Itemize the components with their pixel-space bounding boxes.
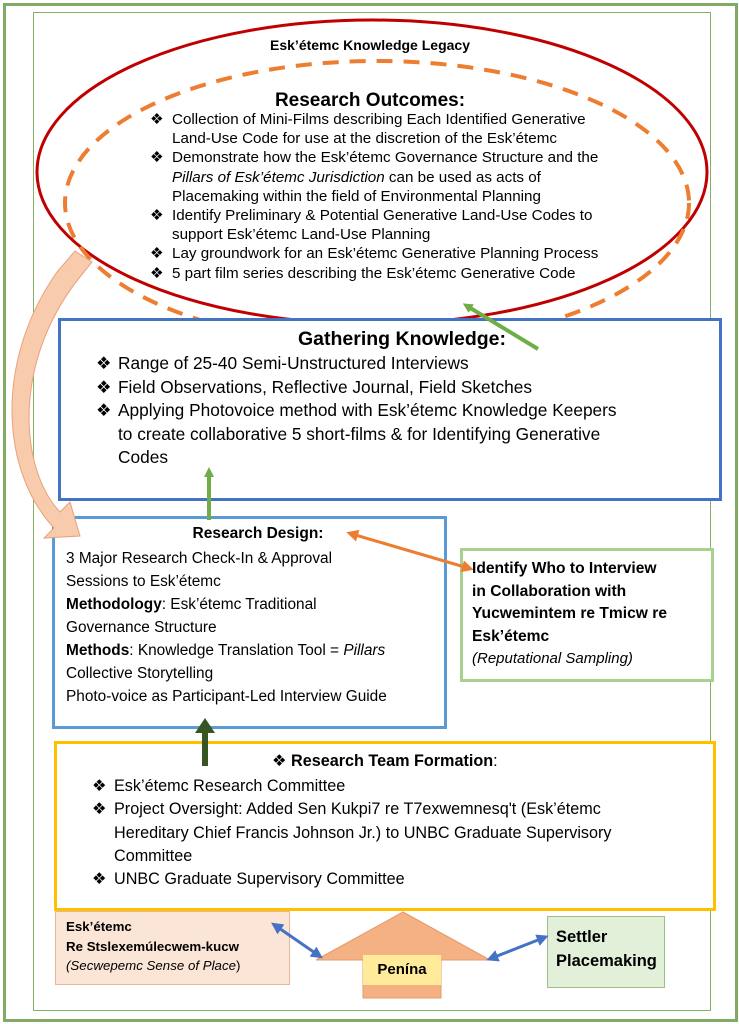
gathering-knowledge-title: Gathering Knowledge: — [297, 328, 506, 350]
research-outcomes-list — [150, 110, 640, 283]
diamond-bullet-icon: ❖ — [92, 777, 107, 795]
diamond-bullet-icon: ❖ — [272, 752, 292, 770]
identify-subtitle: (Reputational Sampling) — [472, 650, 633, 667]
research-design-body: 3 Major Research Check-In & Approval Sessions to Esk’étemc Methodology: Esk’étemc Traditional Governance Structure Methods: Knowledge Translation Tool = Pillars Collective Storytelling Photo-voice as Participant-Led Interview Guide — [66, 550, 387, 705]
curved-feedback-arrow — [12, 251, 92, 538]
legacy-title: Esk’étemc Knowledge Legacy — [270, 37, 470, 53]
list-item: ❖ Field Observations, Reflective Journal, Field Sketches — [96, 376, 716, 400]
sense-of-place-text: Esk’étemc Re Stslexemúlecwem-kucw (Secwepemc Sense of Place) — [66, 919, 241, 973]
diamond-bullet-icon: ❖ — [150, 264, 164, 282]
list-item: ❖ Lay groundwork for an Esk’étemc Generative Planning Process — [150, 245, 599, 263]
research-team-title: ❖ Research Team Formation: — [272, 752, 498, 770]
arrow-rt-to-rd-head — [195, 718, 215, 733]
list-item: ❖ Range of 25-40 Semi-Unstructured Interviews — [96, 352, 716, 376]
diamond-bullet-icon: ❖ — [150, 111, 164, 128]
list-item: ❖ Esk’étemc Research Committee — [92, 775, 682, 798]
diamond-bullet-icon: ❖ — [150, 149, 164, 167]
penina-label: Penína — [363, 955, 441, 985]
arrow-penina-settler — [492, 938, 543, 958]
diamond-bullet-icon: ❖ — [92, 870, 107, 889]
diamond-bullet-icon: ❖ — [92, 800, 107, 819]
diamond-bullet-icon: ❖ — [150, 207, 164, 225]
list-item: ❖ Identify Preliminary & Potential Generative Land-Use Codes to support Esk’étemc Land-Use Planning — [150, 207, 593, 244]
diamond-bullet-icon: ❖ — [96, 353, 112, 373]
research-team-list — [92, 775, 682, 891]
diamond-bullet-icon: ❖ — [96, 400, 112, 420]
list-item: ❖ Collection of Mini-Films describing Each Identified Generative Land-Use Code for use at the discretion of the Esk’étemc — [150, 111, 586, 148]
settler-placemaking-text: Settler Placemaking — [556, 928, 657, 970]
research-outcomes-title: Research Outcomes: — [274, 90, 466, 111]
diamond-bullet-icon: ❖ — [96, 376, 112, 397]
identify-heading: Identify Who to Interview in Collaboration with Yucwemintem re Tmicw re Esk’étemc — [472, 560, 667, 645]
list-item: ❖ Demonstrate how the Esk’étemc Governance Structure and the Pillars of Esk’étemc Jurisdiction can be used as acts of Placemaking within the field of Environmental Planning — [150, 149, 599, 205]
list-item: ❖ Applying Photovoice method with Esk’étemc Knowledge Keepers to create collaborative 5 short-films & for Identifying Generative Codes — [96, 400, 617, 467]
list-item: ❖ 5 part film series describing the Esk’étemc Generative Code — [150, 264, 576, 282]
research-design-title: Research Design: — [192, 525, 324, 542]
diamond-bullet-icon: ❖ — [150, 245, 164, 263]
list-item: ❖ Project Oversight: Added Sen Kukpi7 re T7exwemnesq't (Esk’étemc Hereditary Chief Francis Johnson Jr.) to UNBC Graduate Supervisory Committee — [92, 800, 612, 865]
gathering-knowledge-list — [96, 352, 716, 470]
list-item: ❖ UNBC Graduate Supervisory Committee — [92, 868, 682, 891]
